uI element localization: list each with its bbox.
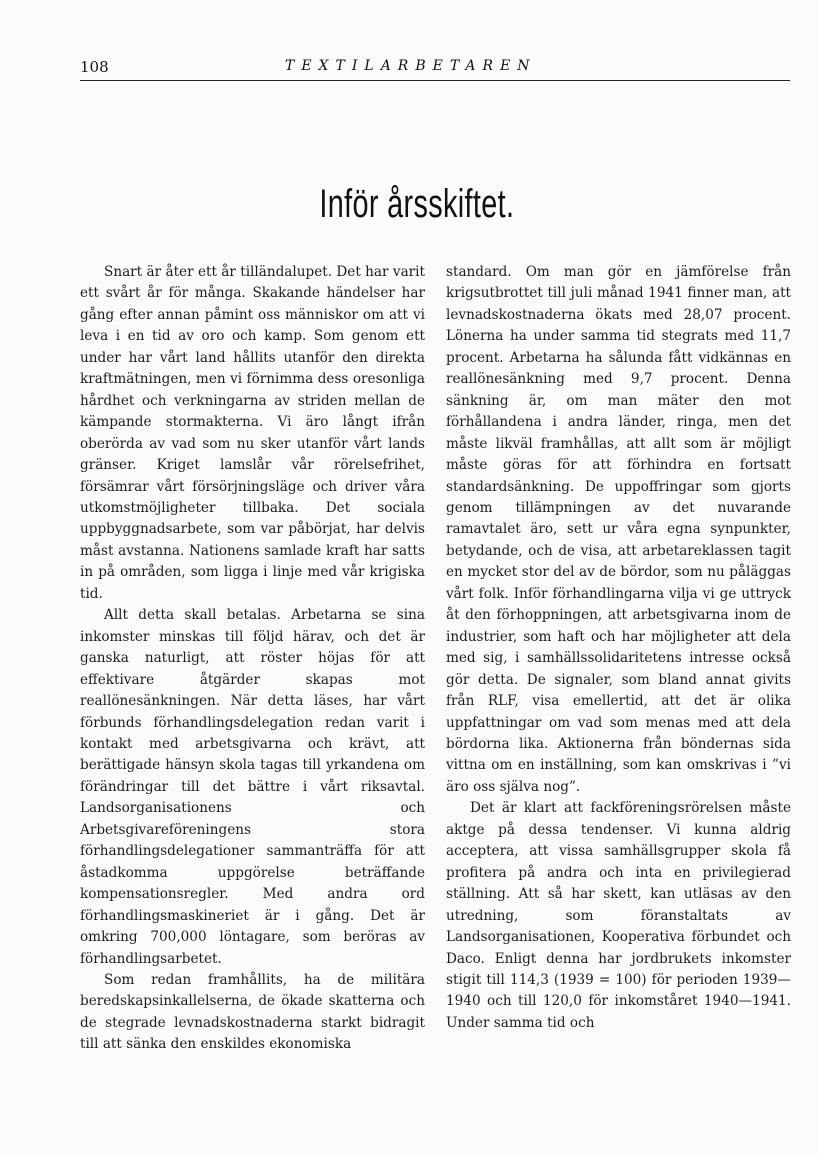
page-number: 108 xyxy=(80,58,109,76)
paragraph: Som redan framhållits, ha de militära beredskapsinkallelserna, de ökade skatterna och de stegrade levnadskostnaderna starkt bidragit till att sänka den enskildes ekonomiska xyxy=(80,971,425,1053)
page-header xyxy=(80,58,790,80)
right-column xyxy=(446,262,791,1034)
paragraph-continued: standard. Om man gör en jämförelse från krigsutbrottet till juli månad 1941 finner man, att levnadskostnaderna ökats med 28,07 procent. Lönerna ha under samma tid stegrats med 11,7 procent. Arbetarna ha sålunda fått vidkännas en reallönesänkning med 9,7 procent. Denna sänkning är, om man mäter den mot förhållandena i andra länder, ringa, men det måste likväl framhållas, att allt som är möjligt måste göras för att förhindra en fortsatt standardsänkning. De uppoffringar som gjorts genom tillämpningen av det nuvarande ramavtalet äro, sett ur våra egna synpunkter, betydande, och de visa, att arbetareklassen tagit en mycket stor del av de bördor, som nu påläggas vårt folk. Inför förhandlingarna vilja vi ge uttryck åt den förhoppningen, att arbetsgivarna inom de industrier, som haft och har möjligheter att dela med sig, i samhällssolidaritetens intresse också gör detta. De signaler, som bland annat givits från RLF, visa emellertid, att det är olika uppfattningar om vad som menas med att dela bördorna lika. Aktionerna från böndernas sida vittna om en inställning, som kan omskrivas i ”vi äro oss själva nog”. xyxy=(446,264,791,795)
left-column xyxy=(80,262,425,1056)
paragraph: Det är klart att fackföreningsrörelsen måste aktge på dessa tendenser. Vi kunna aldrig acceptera, att vissa samhällsgrupper skola få profitera på andra och inta en privilegierad ställning. Att så har skett, kan utläsas av den utredning, som föranstaltats av Landsorganisationen, Kooperativa förbundet och Daco. Enligt denna har jordbrukets inkomster stigit till 114,3 (1939 = 100) för perioden 1939—1940 och till 120,0 för inkomståret 1940—1941. Under samma tid och xyxy=(446,800,791,1031)
paragraph: Snart är åter ett år tilländalupet. Det har varit ett svårt år för många. Skakande händelser har gång efter annan påmint oss människor om att vi leva i en tid av oro och kamp. Som genom ett under har vårt land hållits utanför den direkta kraftmätningen, men vi förnimma dess oresonliga hårdhet och verkningarna av striden mellan de kämpande stormakterna. Vi äro långt ifrån oberörda av vad som nu sker utanför vårt lands gränser. Kriget lamslår vår rörelsefrihet, försämrar vårt försörjningsläge och driver våra utkomstmöjligheter tillbaka. Det sociala uppbyggnadsarbete, som var påbörjat, har delvis måst avstanna. Nationens samlade kraft har satts in på områden, som ligga i linje med vår krigiska tid. xyxy=(80,264,425,602)
running-title: TEXTILARBETAREN xyxy=(285,58,537,74)
header-rule xyxy=(80,80,790,81)
article-title: Inför årsskiftet. xyxy=(319,182,515,226)
paragraph: Allt detta skall betalas. Arbetarna se sina inkomster minskas till följd härav, och det är ganska naturligt, att röster höjas för att effektivare åtgärder skapas mot reallönesänkningen. När detta läses, har vårt förbunds förhandlingsdelegation redan varit i kontakt med arbetsgivarna och krävt, att berättigade hänsyn skola tagas till yrkandena om förändringar till det bättre i vårt riksavtal. Landsorganisationens och Arbetsgivareföreningens stora förhandlingsdelegationer sammanträffa för att åstadkomma uppgörelse beträffande kompensationsregler. Med andra ord förhandlingsmaskineriet är i gång. Det är omkring 700,000 löntagare, som beröras av förhandlingsarbetet. xyxy=(80,607,425,967)
